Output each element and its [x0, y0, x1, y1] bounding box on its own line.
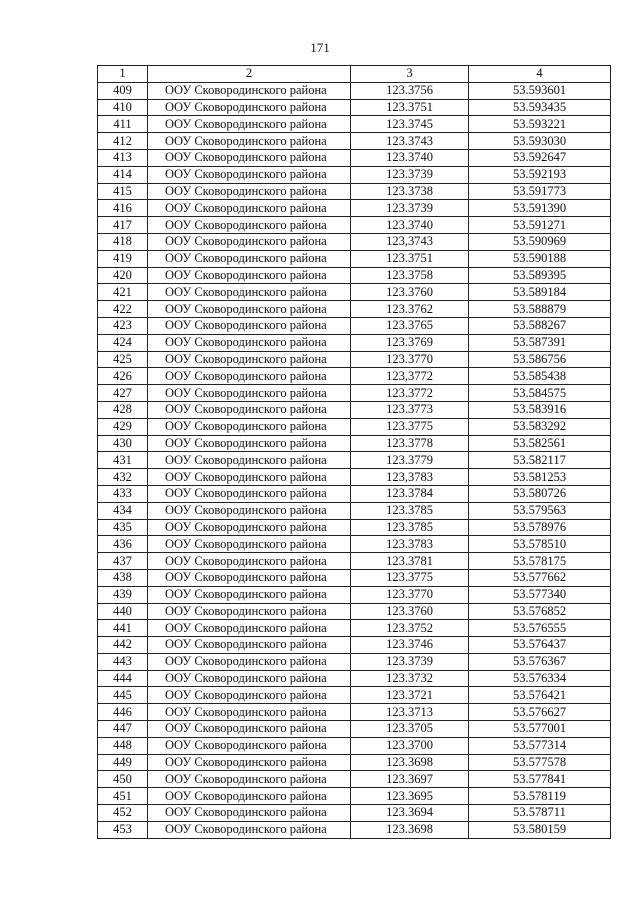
row-number-cell: 424	[98, 334, 148, 351]
longitude-cell: 123.3740	[351, 149, 469, 166]
organization-cell: ООУ Сковородинского района	[148, 385, 351, 402]
table-row	[98, 821, 611, 838]
organization-cell: ООУ Сковородинского района	[148, 553, 351, 570]
latitude-cell: 53.578976	[469, 519, 611, 536]
page-number: 171	[310, 40, 330, 55]
longitude-cell: 123.3756	[351, 82, 469, 99]
row-number-cell: 410	[98, 99, 148, 116]
latitude-cell: 53.586756	[469, 351, 611, 368]
latitude-cell: 53.592193	[469, 166, 611, 183]
organization-cell: ООУ Сковородинского района	[148, 351, 351, 368]
row-number-cell: 415	[98, 183, 148, 200]
longitude-cell: 123.3738	[351, 183, 469, 200]
table-row	[98, 183, 611, 200]
table-row	[98, 788, 611, 805]
table-row	[98, 653, 611, 670]
table-row	[98, 133, 611, 150]
latitude-cell: 53.577841	[469, 771, 611, 788]
latitude-cell: 53.591271	[469, 217, 611, 234]
latitude-cell: 53.589184	[469, 284, 611, 301]
longitude-cell: 123.3760	[351, 284, 469, 301]
latitude-cell: 53.583292	[469, 418, 611, 435]
organization-cell: ООУ Сковородинского района	[148, 536, 351, 553]
latitude-cell: 53.578119	[469, 788, 611, 805]
longitude-cell: 123.3775	[351, 418, 469, 435]
longitude-cell: 123.3778	[351, 435, 469, 452]
table-row	[98, 586, 611, 603]
organization-cell: ООУ Сковородинского района	[148, 653, 351, 670]
longitude-cell: 123.3739	[351, 200, 469, 217]
organization-cell: ООУ Сковородинского района	[148, 183, 351, 200]
latitude-cell: 53.580159	[469, 821, 611, 838]
table-row	[98, 721, 611, 738]
longitude-cell: 123.3783	[351, 536, 469, 553]
latitude-cell: 53.588879	[469, 301, 611, 318]
latitude-cell: 53.581253	[469, 469, 611, 486]
latitude-cell: 53.576627	[469, 704, 611, 721]
latitude-cell: 53.582117	[469, 452, 611, 469]
latitude-cell: 53.576334	[469, 670, 611, 687]
organization-cell: ООУ Сковородинского района	[148, 737, 351, 754]
row-number-cell: 445	[98, 687, 148, 704]
latitude-cell: 53.579563	[469, 502, 611, 519]
table-row	[98, 368, 611, 385]
organization-cell: ООУ Сковородинского района	[148, 116, 351, 133]
latitude-cell: 53.591773	[469, 183, 611, 200]
table-row	[98, 435, 611, 452]
row-number-cell: 411	[98, 116, 148, 133]
column-header-4: 4	[469, 66, 611, 83]
organization-cell: ООУ Сковородинского района	[148, 452, 351, 469]
table-row	[98, 469, 611, 486]
row-number-cell: 419	[98, 250, 148, 267]
row-number-cell: 425	[98, 351, 148, 368]
table-row	[98, 351, 611, 368]
row-number-cell: 441	[98, 620, 148, 637]
organization-cell: ООУ Сковородинского района	[148, 637, 351, 654]
row-number-cell: 446	[98, 704, 148, 721]
longitude-cell: 123,3772	[351, 368, 469, 385]
latitude-cell: 53.591390	[469, 200, 611, 217]
table-row	[98, 485, 611, 502]
longitude-cell: 123.3746	[351, 637, 469, 654]
table-row	[98, 217, 611, 234]
organization-cell: ООУ Сковородинского района	[148, 569, 351, 586]
table-row	[98, 754, 611, 771]
longitude-cell: 123.3772	[351, 385, 469, 402]
row-number-cell: 423	[98, 317, 148, 334]
table-row	[98, 502, 611, 519]
organization-cell: ООУ Сковородинского района	[148, 334, 351, 351]
latitude-cell: 53.593030	[469, 133, 611, 150]
organization-cell: ООУ Сковородинского района	[148, 418, 351, 435]
longitude-cell: 123.3752	[351, 620, 469, 637]
row-number-cell: 439	[98, 586, 148, 603]
latitude-cell: 53.593221	[469, 116, 611, 133]
longitude-cell: 123.3743	[351, 133, 469, 150]
row-number-cell: 448	[98, 737, 148, 754]
longitude-cell: 123.3770	[351, 586, 469, 603]
row-number-cell: 437	[98, 553, 148, 570]
organization-cell: ООУ Сковородинского района	[148, 233, 351, 250]
latitude-cell: 53.590969	[469, 233, 611, 250]
organization-cell: ООУ Сковородинского района	[148, 502, 351, 519]
table-row	[98, 620, 611, 637]
row-number-cell: 449	[98, 754, 148, 771]
organization-cell: ООУ Сковородинского района	[148, 284, 351, 301]
table-row	[98, 233, 611, 250]
longitude-cell: 123.3784	[351, 485, 469, 502]
table-row	[98, 670, 611, 687]
row-number-cell: 431	[98, 452, 148, 469]
latitude-cell: 53.577662	[469, 569, 611, 586]
row-number-cell: 434	[98, 502, 148, 519]
coordinates-table	[97, 65, 611, 839]
row-number-cell: 442	[98, 637, 148, 654]
table-row	[98, 334, 611, 351]
organization-cell: ООУ Сковородинского района	[148, 133, 351, 150]
table-row	[98, 418, 611, 435]
longitude-cell: 123.3739	[351, 653, 469, 670]
longitude-cell: 123.3697	[351, 771, 469, 788]
row-number-cell: 426	[98, 368, 148, 385]
row-number-cell: 421	[98, 284, 148, 301]
row-number-cell: 429	[98, 418, 148, 435]
organization-cell: ООУ Сковородинского района	[148, 485, 351, 502]
longitude-cell: 123.3781	[351, 553, 469, 570]
table-row	[98, 166, 611, 183]
table-row	[98, 149, 611, 166]
row-number-cell: 438	[98, 569, 148, 586]
table-row	[98, 385, 611, 402]
longitude-cell: 123.3785	[351, 502, 469, 519]
row-number-cell: 451	[98, 788, 148, 805]
organization-cell: ООУ Сковородинского района	[148, 250, 351, 267]
table-row	[98, 704, 611, 721]
latitude-cell: 53.576421	[469, 687, 611, 704]
row-number-cell: 422	[98, 301, 148, 318]
row-number-cell: 412	[98, 133, 148, 150]
table-row	[98, 284, 611, 301]
longitude-cell: 123.3700	[351, 737, 469, 754]
organization-cell: ООУ Сковородинского района	[148, 754, 351, 771]
row-number-cell: 416	[98, 200, 148, 217]
latitude-cell: 53.577340	[469, 586, 611, 603]
table-row	[98, 603, 611, 620]
longitude-cell: 123.3769	[351, 334, 469, 351]
row-number-cell: 440	[98, 603, 148, 620]
longitude-cell: 123.3732	[351, 670, 469, 687]
latitude-cell: 53.576555	[469, 620, 611, 637]
row-number-cell: 453	[98, 821, 148, 838]
organization-cell: ООУ Сковородинского района	[148, 586, 351, 603]
latitude-cell: 53.582561	[469, 435, 611, 452]
longitude-cell: 123.3762	[351, 301, 469, 318]
longitude-cell: 123.3775	[351, 569, 469, 586]
row-number-cell: 414	[98, 166, 148, 183]
longitude-cell: 123.3745	[351, 116, 469, 133]
organization-cell: ООУ Сковородинского района	[148, 99, 351, 116]
longitude-cell: 123.3740	[351, 217, 469, 234]
table-row	[98, 536, 611, 553]
organization-cell: ООУ Сковородинского района	[148, 435, 351, 452]
table-row	[98, 267, 611, 284]
table-row	[98, 569, 611, 586]
latitude-cell: 53.577578	[469, 754, 611, 771]
latitude-cell: 53.593601	[469, 82, 611, 99]
organization-cell: ООУ Сковородинского района	[148, 821, 351, 838]
longitude-cell: 123.3694	[351, 805, 469, 822]
table-row	[98, 519, 611, 536]
column-header-1: 1	[98, 66, 148, 83]
table-row	[98, 401, 611, 418]
table-body	[98, 82, 611, 838]
row-number-cell: 409	[98, 82, 148, 99]
organization-cell: ООУ Сковородинского района	[148, 166, 351, 183]
latitude-cell: 53.578510	[469, 536, 611, 553]
longitude-cell: 123.3785	[351, 519, 469, 536]
organization-cell: ООУ Сковородинского района	[148, 788, 351, 805]
longitude-cell: 123.3751	[351, 99, 469, 116]
latitude-cell: 53.577314	[469, 737, 611, 754]
row-number-cell: 447	[98, 721, 148, 738]
table-row	[98, 250, 611, 267]
latitude-cell: 53.580726	[469, 485, 611, 502]
table-row	[98, 317, 611, 334]
latitude-cell: 53.584575	[469, 385, 611, 402]
latitude-cell: 53.576367	[469, 653, 611, 670]
longitude-cell: 123.3739	[351, 166, 469, 183]
latitude-cell: 53.578175	[469, 553, 611, 570]
latitude-cell: 53.576437	[469, 637, 611, 654]
row-number-cell: 444	[98, 670, 148, 687]
organization-cell: ООУ Сковородинского района	[148, 267, 351, 284]
table-row	[98, 82, 611, 99]
organization-cell: ООУ Сковородинского района	[148, 469, 351, 486]
longitude-cell: 123.3779	[351, 452, 469, 469]
table-row	[98, 99, 611, 116]
organization-cell: ООУ Сковородинского района	[148, 217, 351, 234]
organization-cell: ООУ Сковородинского района	[148, 368, 351, 385]
table-row	[98, 452, 611, 469]
organization-cell: ООУ Сковородинского района	[148, 603, 351, 620]
row-number-cell: 413	[98, 149, 148, 166]
row-number-cell: 428	[98, 401, 148, 418]
row-number-cell: 420	[98, 267, 148, 284]
table-row	[98, 553, 611, 570]
latitude-cell: 53.587391	[469, 334, 611, 351]
table-row	[98, 737, 611, 754]
longitude-cell: 123.3713	[351, 704, 469, 721]
organization-cell: ООУ Сковородинского района	[148, 620, 351, 637]
row-number-cell: 417	[98, 217, 148, 234]
organization-cell: ООУ Сковородинского района	[148, 805, 351, 822]
table-row	[98, 687, 611, 704]
table-row	[98, 200, 611, 217]
column-header-2: 2	[148, 66, 351, 83]
table-row	[98, 805, 611, 822]
row-number-cell: 450	[98, 771, 148, 788]
row-number-cell: 435	[98, 519, 148, 536]
organization-cell: ООУ Сковородинского района	[148, 771, 351, 788]
latitude-cell: 53.593435	[469, 99, 611, 116]
organization-cell: ООУ Сковородинского района	[148, 519, 351, 536]
longitude-cell: 123.3751	[351, 250, 469, 267]
latitude-cell: 53.589395	[469, 267, 611, 284]
longitude-cell: 123.3698	[351, 754, 469, 771]
table-row	[98, 116, 611, 133]
longitude-cell: 123.3758	[351, 267, 469, 284]
row-number-cell: 427	[98, 385, 148, 402]
latitude-cell: 53.577001	[469, 721, 611, 738]
row-number-cell: 452	[98, 805, 148, 822]
longitude-cell: 123.3770	[351, 351, 469, 368]
row-number-cell: 418	[98, 233, 148, 250]
organization-cell: ООУ Сковородинского района	[148, 149, 351, 166]
row-number-cell: 443	[98, 653, 148, 670]
row-number-cell: 433	[98, 485, 148, 502]
latitude-cell: 53.576852	[469, 603, 611, 620]
organization-cell: ООУ Сковородинского района	[148, 687, 351, 704]
longitude-cell: 123.3721	[351, 687, 469, 704]
longitude-cell: 123,3743	[351, 233, 469, 250]
organization-cell: ООУ Сковородинского района	[148, 721, 351, 738]
latitude-cell: 53.590188	[469, 250, 611, 267]
organization-cell: ООУ Сковородинского района	[148, 200, 351, 217]
longitude-cell: 123.3705	[351, 721, 469, 738]
organization-cell: ООУ Сковородинского района	[148, 301, 351, 318]
table-row	[98, 637, 611, 654]
organization-cell: ООУ Сковородинского района	[148, 317, 351, 334]
latitude-cell: 53.588267	[469, 317, 611, 334]
organization-cell: ООУ Сковородинского района	[148, 82, 351, 99]
latitude-cell: 53.583916	[469, 401, 611, 418]
longitude-cell: 123.3773	[351, 401, 469, 418]
longitude-cell: 123.3765	[351, 317, 469, 334]
organization-cell: ООУ Сковородинского района	[148, 401, 351, 418]
latitude-cell: 53.578711	[469, 805, 611, 822]
longitude-cell: 123.3698	[351, 821, 469, 838]
latitude-cell: 53.585438	[469, 368, 611, 385]
organization-cell: ООУ Сковородинского района	[148, 670, 351, 687]
table-row	[98, 301, 611, 318]
table-header-row	[98, 66, 611, 83]
row-number-cell: 432	[98, 469, 148, 486]
column-header-3: 3	[351, 66, 469, 83]
longitude-cell: 123.3695	[351, 788, 469, 805]
longitude-cell: 123.3760	[351, 603, 469, 620]
row-number-cell: 436	[98, 536, 148, 553]
table-row	[98, 771, 611, 788]
row-number-cell: 430	[98, 435, 148, 452]
longitude-cell: 123,3783	[351, 469, 469, 486]
latitude-cell: 53.592647	[469, 149, 611, 166]
organization-cell: ООУ Сковородинского района	[148, 704, 351, 721]
